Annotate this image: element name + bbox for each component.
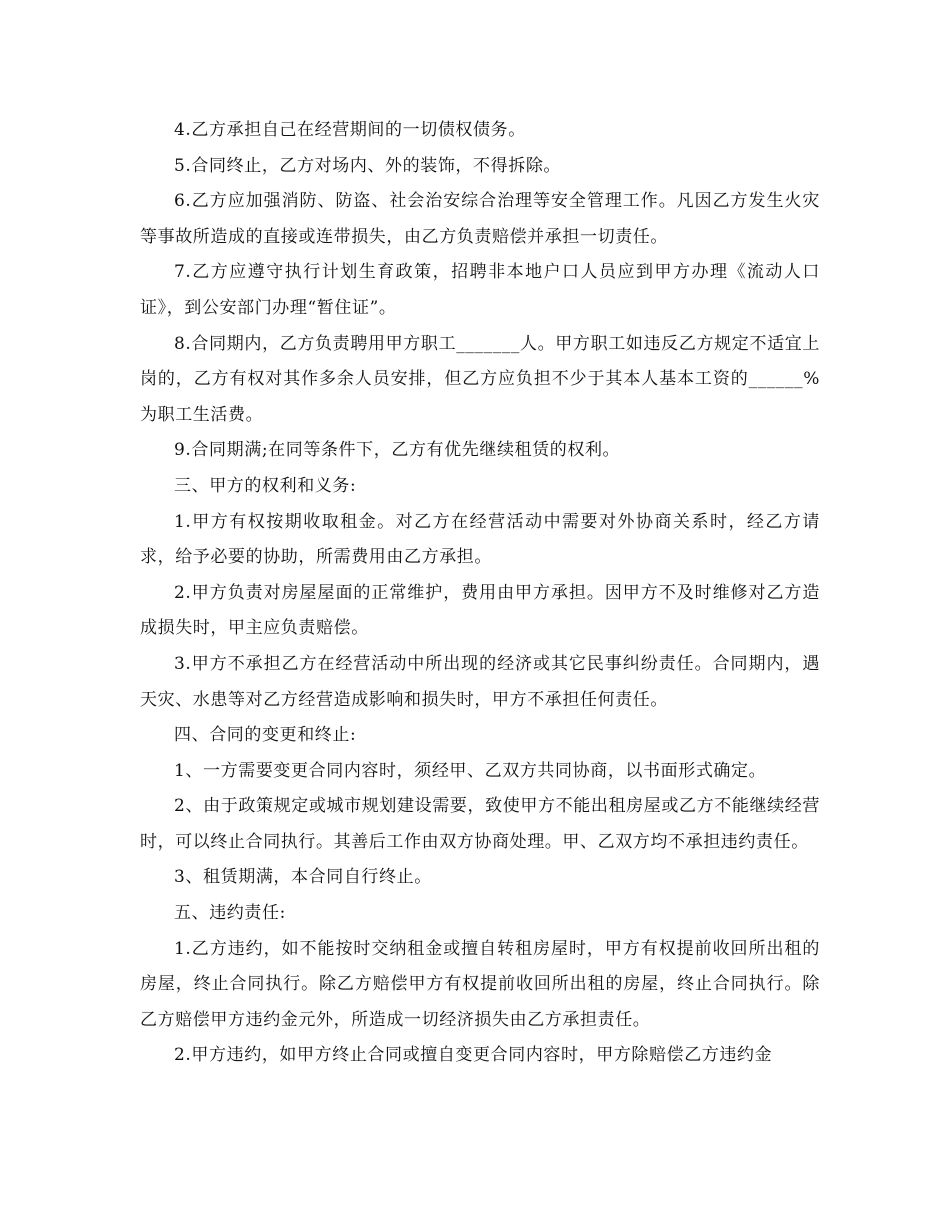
paragraph-breach-1: 1.乙方违约，如不能按时交纳租金或擅自转租房屋时，甲方有权提前收回所出租的房屋，终止合同执行。除乙方赔偿甲方有权提前收回所出租的房屋，终止合同执行。除乙方赔偿甲方违约金元外，所造成一切经济损失由乙方承担责任。 [140,938,820,1030]
paragraph-clause-6: 6.乙方应加强消防、防盗、社会治安综合治理等安全管理工作。凡因乙方发生火灾等事故所造成的直接或连带损失，由乙方负责赔偿并承担一切责任。 [140,191,820,247]
paragraph-change-3: 3、租赁期满，本合同自行终止。 [174,867,432,888]
section-heading-breach-liability: 五、违约责任: [174,903,286,924]
paragraph-clause-5: 5.合同终止，乙方对场内、外的装饰，不得拆除。 [174,155,562,176]
paragraph-party-a-3: 3.甲方不承担乙方在经营活动中所出现的经济或其它民事纠纷责任。合同期内，遇天灾、水患等对乙方经营造成影响和损失时，甲方不承担任何责任。 [140,653,820,710]
paragraph-change-2: 2、由于政策规定或城市规划建设需要，致使甲方不能出租房屋或乙方不能继续经营时，可以终止合同执行。其善后工作由双方协商处理。甲、乙双方均不承担违约责任。 [140,796,820,852]
section-heading-contract-change: 四、合同的变更和终止: [174,725,357,746]
paragraph-party-a-2: 2.甲方负责对房屋屋面的正常维护，费用由甲方承担。因甲方不及时维修对乙方造成损失时，甲主应负责赔偿。 [140,582,820,639]
paragraph-clause-8: 8.合同期内，乙方负责聘用甲方职工_______人。甲方职工如违反乙方规定不适宜上岗的，乙方有权对其作多余人员安排，但乙方应负担不少于其本人基本工资的______%为职工生活费。 [140,333,820,425]
paragraph-clause-4: 4.乙方承担自己在经营期间的一切债权债务。 [174,120,526,140]
paragraph-clause-9: 9.合同期满;在同等条件下，乙方有优先继续租赁的权利。 [174,440,621,461]
document-body [140,113,820,1074]
paragraph-clause-7: 7.乙方应遵守执行计划生育政策，招聘非本地户口人员应到甲方办理《流动人口证》，到公安部门办理“暂住证”。 [140,262,820,318]
paragraph-breach-2: 2.甲方违约，如甲方终止合同或擅自变更合同内容时，甲方除赔偿乙方违约金 [174,1045,773,1066]
paragraph-change-1: 1、一方需要变更合同内容时，须经甲、乙双方共同协商，以书面形式确定。 [174,760,767,781]
paragraph-party-a-1: 1.甲方有权按期收取租金。对乙方在经营活动中需要对外协商关系时，经乙方请求，给予必要的协助，所需费用由乙方承担。 [140,511,820,568]
section-heading-party-a-rights: 三、甲方的权利和义务: [174,475,357,496]
